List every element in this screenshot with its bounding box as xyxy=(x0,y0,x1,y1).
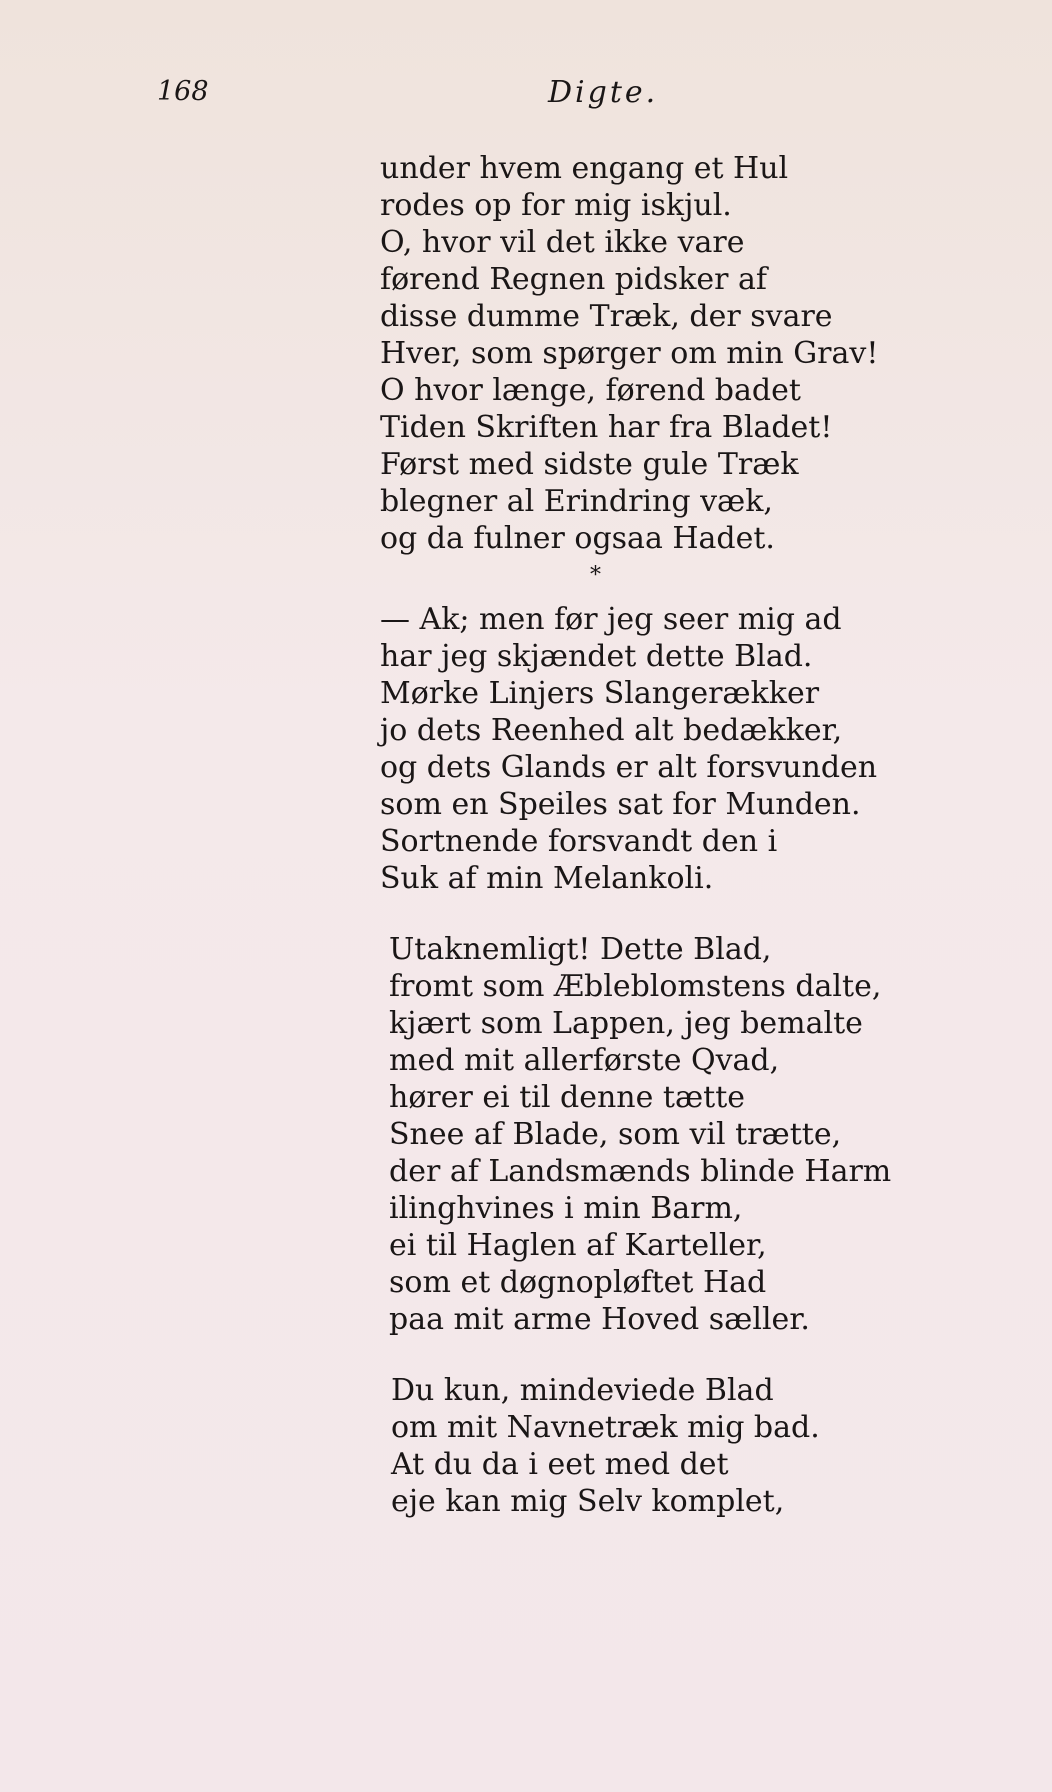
poem-line: O, hvor vil det ikke vare xyxy=(380,225,745,260)
poem-line: om mit Navnetræk mig bad. xyxy=(391,1410,820,1445)
poem-line: førend Regnen pidsker af xyxy=(380,262,767,297)
poem-line: fromt som Æbleblomstens dalte, xyxy=(389,969,882,1004)
poem-line: under hvem engang et Hul xyxy=(380,151,789,186)
poem-line: og da fulner ogsaa Hadet. xyxy=(380,521,775,556)
section-separator: * xyxy=(590,563,601,588)
poem-line: paa mit arme Hoved sæller. xyxy=(389,1302,810,1337)
poem-line: der af Landsmænds blinde Harm xyxy=(389,1154,892,1189)
poem-line: rodes op for mig iskjul. xyxy=(380,188,732,223)
poem-line: Hver, som spørger om min Grav! xyxy=(380,336,879,371)
poem-line: Snee af Blade, som vil trætte, xyxy=(389,1117,842,1152)
poem xyxy=(380,150,940,1520)
stanza-4 xyxy=(380,1372,940,1520)
stanza-1 xyxy=(380,150,940,557)
poem-line: som en Speiles sat for Munden. xyxy=(380,787,861,822)
poem-line: Mørke Linjers Slangerækker xyxy=(380,676,820,711)
poem-line: Først med sidste gule Træk xyxy=(380,447,799,482)
poem-line: Sortnende forsvandt den i xyxy=(380,824,778,859)
poem-line: Tiden Skriften har fra Bladet! xyxy=(380,410,833,445)
stanza-3 xyxy=(380,931,940,1338)
poem-line: ilinghvines i min Barm, xyxy=(389,1191,743,1226)
poem-line: Du kun, mindeviede Blad xyxy=(391,1373,774,1408)
poem-line: har jeg skjændet dette Blad. xyxy=(380,639,813,674)
poem-line: disse dumme Træk, der svare xyxy=(380,299,833,334)
poem-line: eje kan mig Selv komplet, xyxy=(391,1484,785,1519)
poem-line: jo dets Reenhed alt bedækker, xyxy=(380,713,843,748)
poem-line: og dets Glands er alt forsvunden xyxy=(380,750,878,785)
poem-line: Suk af min Melankoli. xyxy=(380,861,714,896)
running-title: Digte. xyxy=(548,75,659,110)
poem-line: — Ak; men før jeg seer mig ad xyxy=(380,602,842,637)
poem-line: Utaknemligt! Dette Blad, xyxy=(389,932,772,967)
poem-line: O hvor længe, førend badet xyxy=(380,373,801,408)
poem-line: hører ei til denne tætte xyxy=(389,1080,746,1115)
poem-line: som et døgnopløftet Had xyxy=(389,1265,767,1300)
page-number: 168 xyxy=(157,76,209,107)
poem-line: At du da i eet med det xyxy=(391,1447,729,1482)
poem-line: kjært som Lappen, jeg bemalte xyxy=(389,1006,863,1041)
poem-line: ei til Haglen af Karteller, xyxy=(389,1228,767,1263)
stanza-2 xyxy=(380,601,940,897)
poem-line: blegner al Erindring væk, xyxy=(380,484,773,519)
poem-line: med mit allerførste Qvad, xyxy=(389,1043,780,1078)
